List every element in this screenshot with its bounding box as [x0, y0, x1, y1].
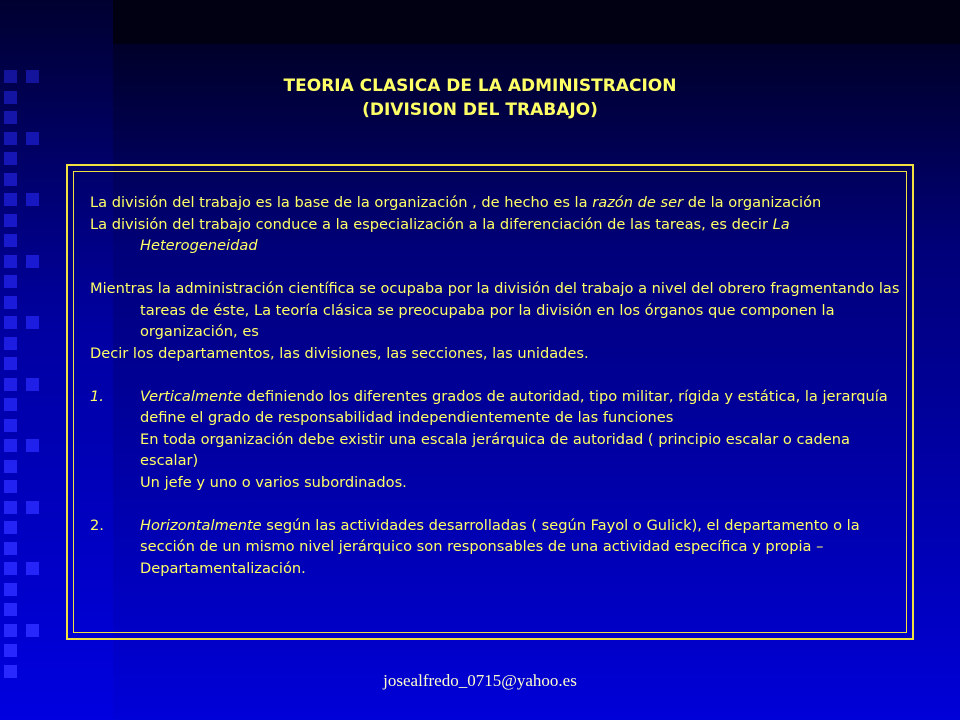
list-item-1 [90, 386, 900, 494]
decor-square [26, 316, 39, 329]
decor-square [4, 193, 17, 206]
item-2-text: según las actividades desarrolladas ( según Fayol o Gulick), el departamento o la sección de un mismo nivel jerárquico son responsables de una actividad específica y propia – Departamentalización. [140, 516, 860, 577]
paragraph-4: Decir los departamentos, las divisiones, las secciones, las unidades. [90, 344, 589, 362]
decor-square [4, 460, 17, 473]
decor-square [26, 439, 39, 452]
decor-square [4, 562, 17, 575]
decor-square [4, 316, 17, 329]
paragraph-1 [90, 192, 900, 214]
content-text [90, 192, 900, 579]
decor-square [4, 378, 17, 391]
decor-square [4, 480, 17, 493]
paragraph-2 [90, 214, 900, 257]
decor-square [4, 624, 17, 637]
title-line-1: TEORIA CLASICA DE LA ADMINISTRACION [283, 76, 677, 96]
p1-text-a: La división del trabajo es la base de la organización , de hecho es la [90, 194, 593, 211]
decor-square [26, 132, 39, 145]
decor-square [26, 562, 39, 575]
decor-square [4, 214, 17, 227]
decor-square [4, 419, 17, 432]
item-1-text: definiendo los diferentes grados de autoridad, tipo militar, rígida y estática, la jerarquía define el grado de responsabilidad independientemente de las funciones [140, 387, 888, 426]
p2-emphasis: La Heterogeneidad [140, 215, 790, 254]
decor-square [26, 193, 39, 206]
decor-square [4, 644, 17, 657]
decor-square [4, 255, 17, 268]
decor-square [4, 398, 17, 411]
item-2-number: 2. [90, 516, 104, 534]
decor-square [4, 152, 17, 165]
p1-emphasis: razón de ser [592, 194, 684, 211]
title-line-2: (DIVISION DEL TRABAJO) [362, 100, 598, 120]
decor-square [4, 275, 17, 288]
decor-square [26, 378, 39, 391]
decor-square [4, 583, 17, 596]
decor-square [4, 132, 17, 145]
p2-text: La división del trabajo conduce a la especialización a la diferenciación de las tareas, es decir [90, 215, 773, 233]
item-2-emphasis: Horizontalmente [140, 516, 262, 534]
decor-square [4, 501, 17, 514]
decor-square [4, 234, 17, 247]
decor-square [26, 255, 39, 268]
decor-square [4, 542, 17, 555]
item-1-number: 1. [90, 387, 104, 405]
decor-square [26, 624, 39, 637]
decor-square [4, 357, 17, 370]
item-1-line-3: Un jefe y uno o varios subordinados. [140, 473, 407, 491]
decor-square [26, 501, 39, 514]
decor-square [4, 296, 17, 309]
top-band [0, 0, 960, 44]
decor-square [4, 603, 17, 616]
decor-square [4, 439, 17, 452]
decor-square [4, 521, 17, 534]
p1-text-b: de la organización [683, 194, 822, 211]
paragraph-3: Mientras la administración científica se ocupaba por la división del trabajo a nivel del obrero fragmentando las tareas de éste, La teoría clásica se preocupaba por la división en los órganos que componen la organización, es [90, 280, 900, 340]
decor-squares [4, 70, 44, 690]
footer-email: josealfredo_0715@yahoo.es [383, 671, 577, 690]
decor-square [4, 337, 17, 350]
list-item-2 [90, 515, 900, 580]
item-1-emphasis: Verticalmente [140, 387, 243, 405]
decor-square [4, 173, 17, 186]
item-1-line-2: En toda organización debe existir una escala jerárquica de autoridad ( principio escalar o cadena escalar) [140, 430, 850, 469]
slide-title [0, 74, 960, 122]
